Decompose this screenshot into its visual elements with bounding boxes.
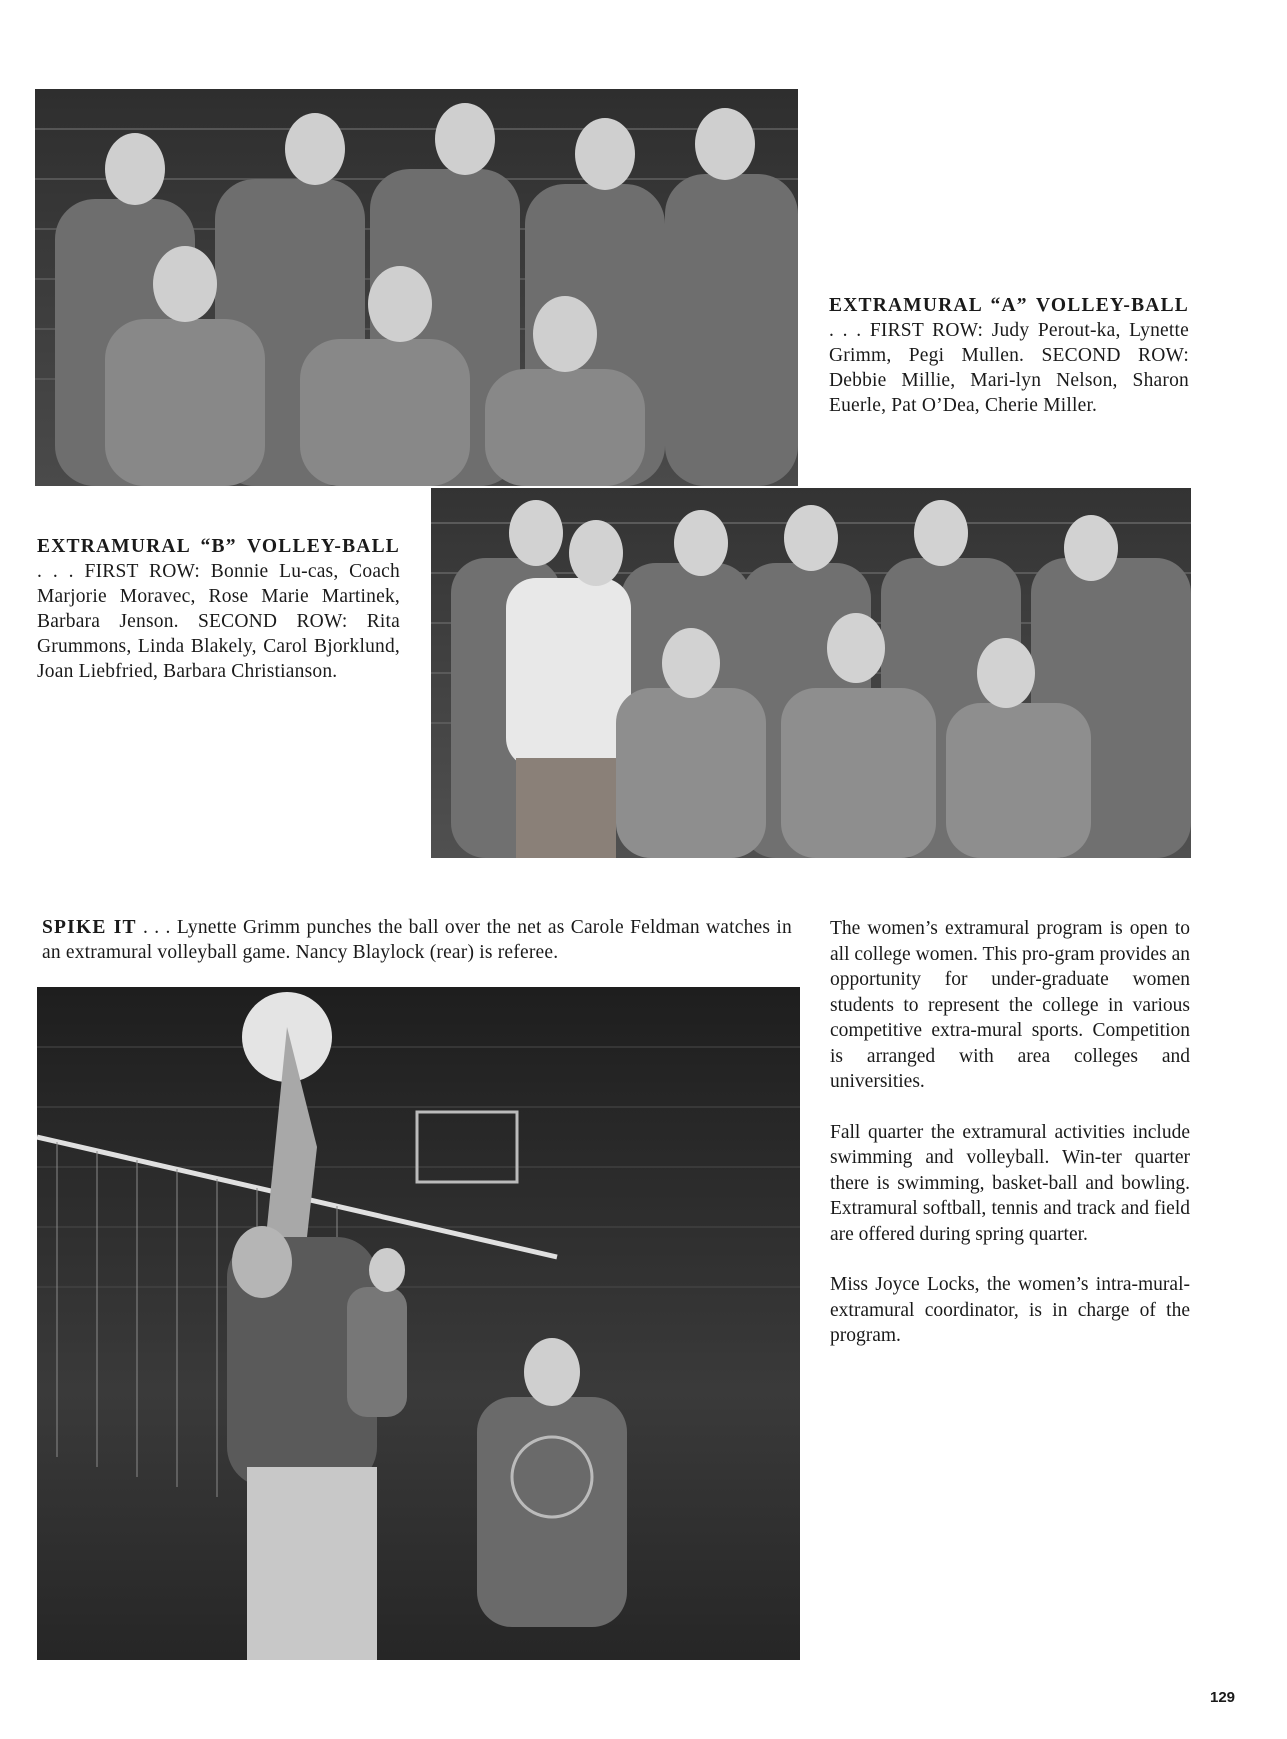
program-paragraph-2: Fall quarter the extramural activities include swimming and volleyball. Win-ter quarter there is swimming, basket-ball and bowling. Extramural softball, tennis and track and field are offered during spring quarter. <box>830 1121 1190 1245</box>
team-b-caption-lead: EXTRAMURAL “B” VOLLEY-BALL <box>37 536 400 557</box>
team-a-caption-text: . . . FIRST ROW: Judy Perout-ka, Lynette Grimm, Pegi Mullen. SECOND ROW: Debbie Millie, Mari-lyn Nelson, Sharon Euerle, Pat O’Dea, Cherie Miller. <box>829 320 1189 416</box>
program-paragraph-1: The women’s extramural program is open to all college women. This pro-gram provides an opportunity for under-graduate women students to represent the college in various competitive extra-mural sports. Competition is arranged with area colleges and universities. <box>830 918 1190 1092</box>
spike-action-photo <box>37 987 800 1660</box>
spike-caption-text: . . . Lynette Grimm punches the ball over the net as Carole Feldman watches in an extramural volleyball game. Nancy Blaylock (rear) is referee. <box>42 917 792 963</box>
team-a-volleyball-photo <box>35 89 798 486</box>
team-b-caption-text: . . . FIRST ROW: Bonnie Lu-cas, Coach Marjorie Moravec, Rose Marie Martinek, Barbara Jenson. SECOND ROW: Rita Grummons, Linda Blakely, Carol Bjorklund, Joan Liebfried, Barbara Christianson. <box>37 561 400 682</box>
program-paragraph-3: Miss Joyce Locks, the women’s intra-mural-extramural coordinator, is in charge of the program. <box>830 1274 1190 1346</box>
program-description <box>830 916 1190 1374</box>
spike-caption <box>42 915 792 965</box>
team-a-caption-lead: EXTRAMURAL “A” VOLLEY-BALL <box>829 295 1189 316</box>
team-b-caption <box>37 534 400 684</box>
team-a-caption <box>829 293 1189 418</box>
page-number: 129 <box>1210 1689 1236 1706</box>
spike-caption-lead: SPIKE IT <box>42 917 137 938</box>
team-b-volleyball-photo <box>431 488 1191 858</box>
